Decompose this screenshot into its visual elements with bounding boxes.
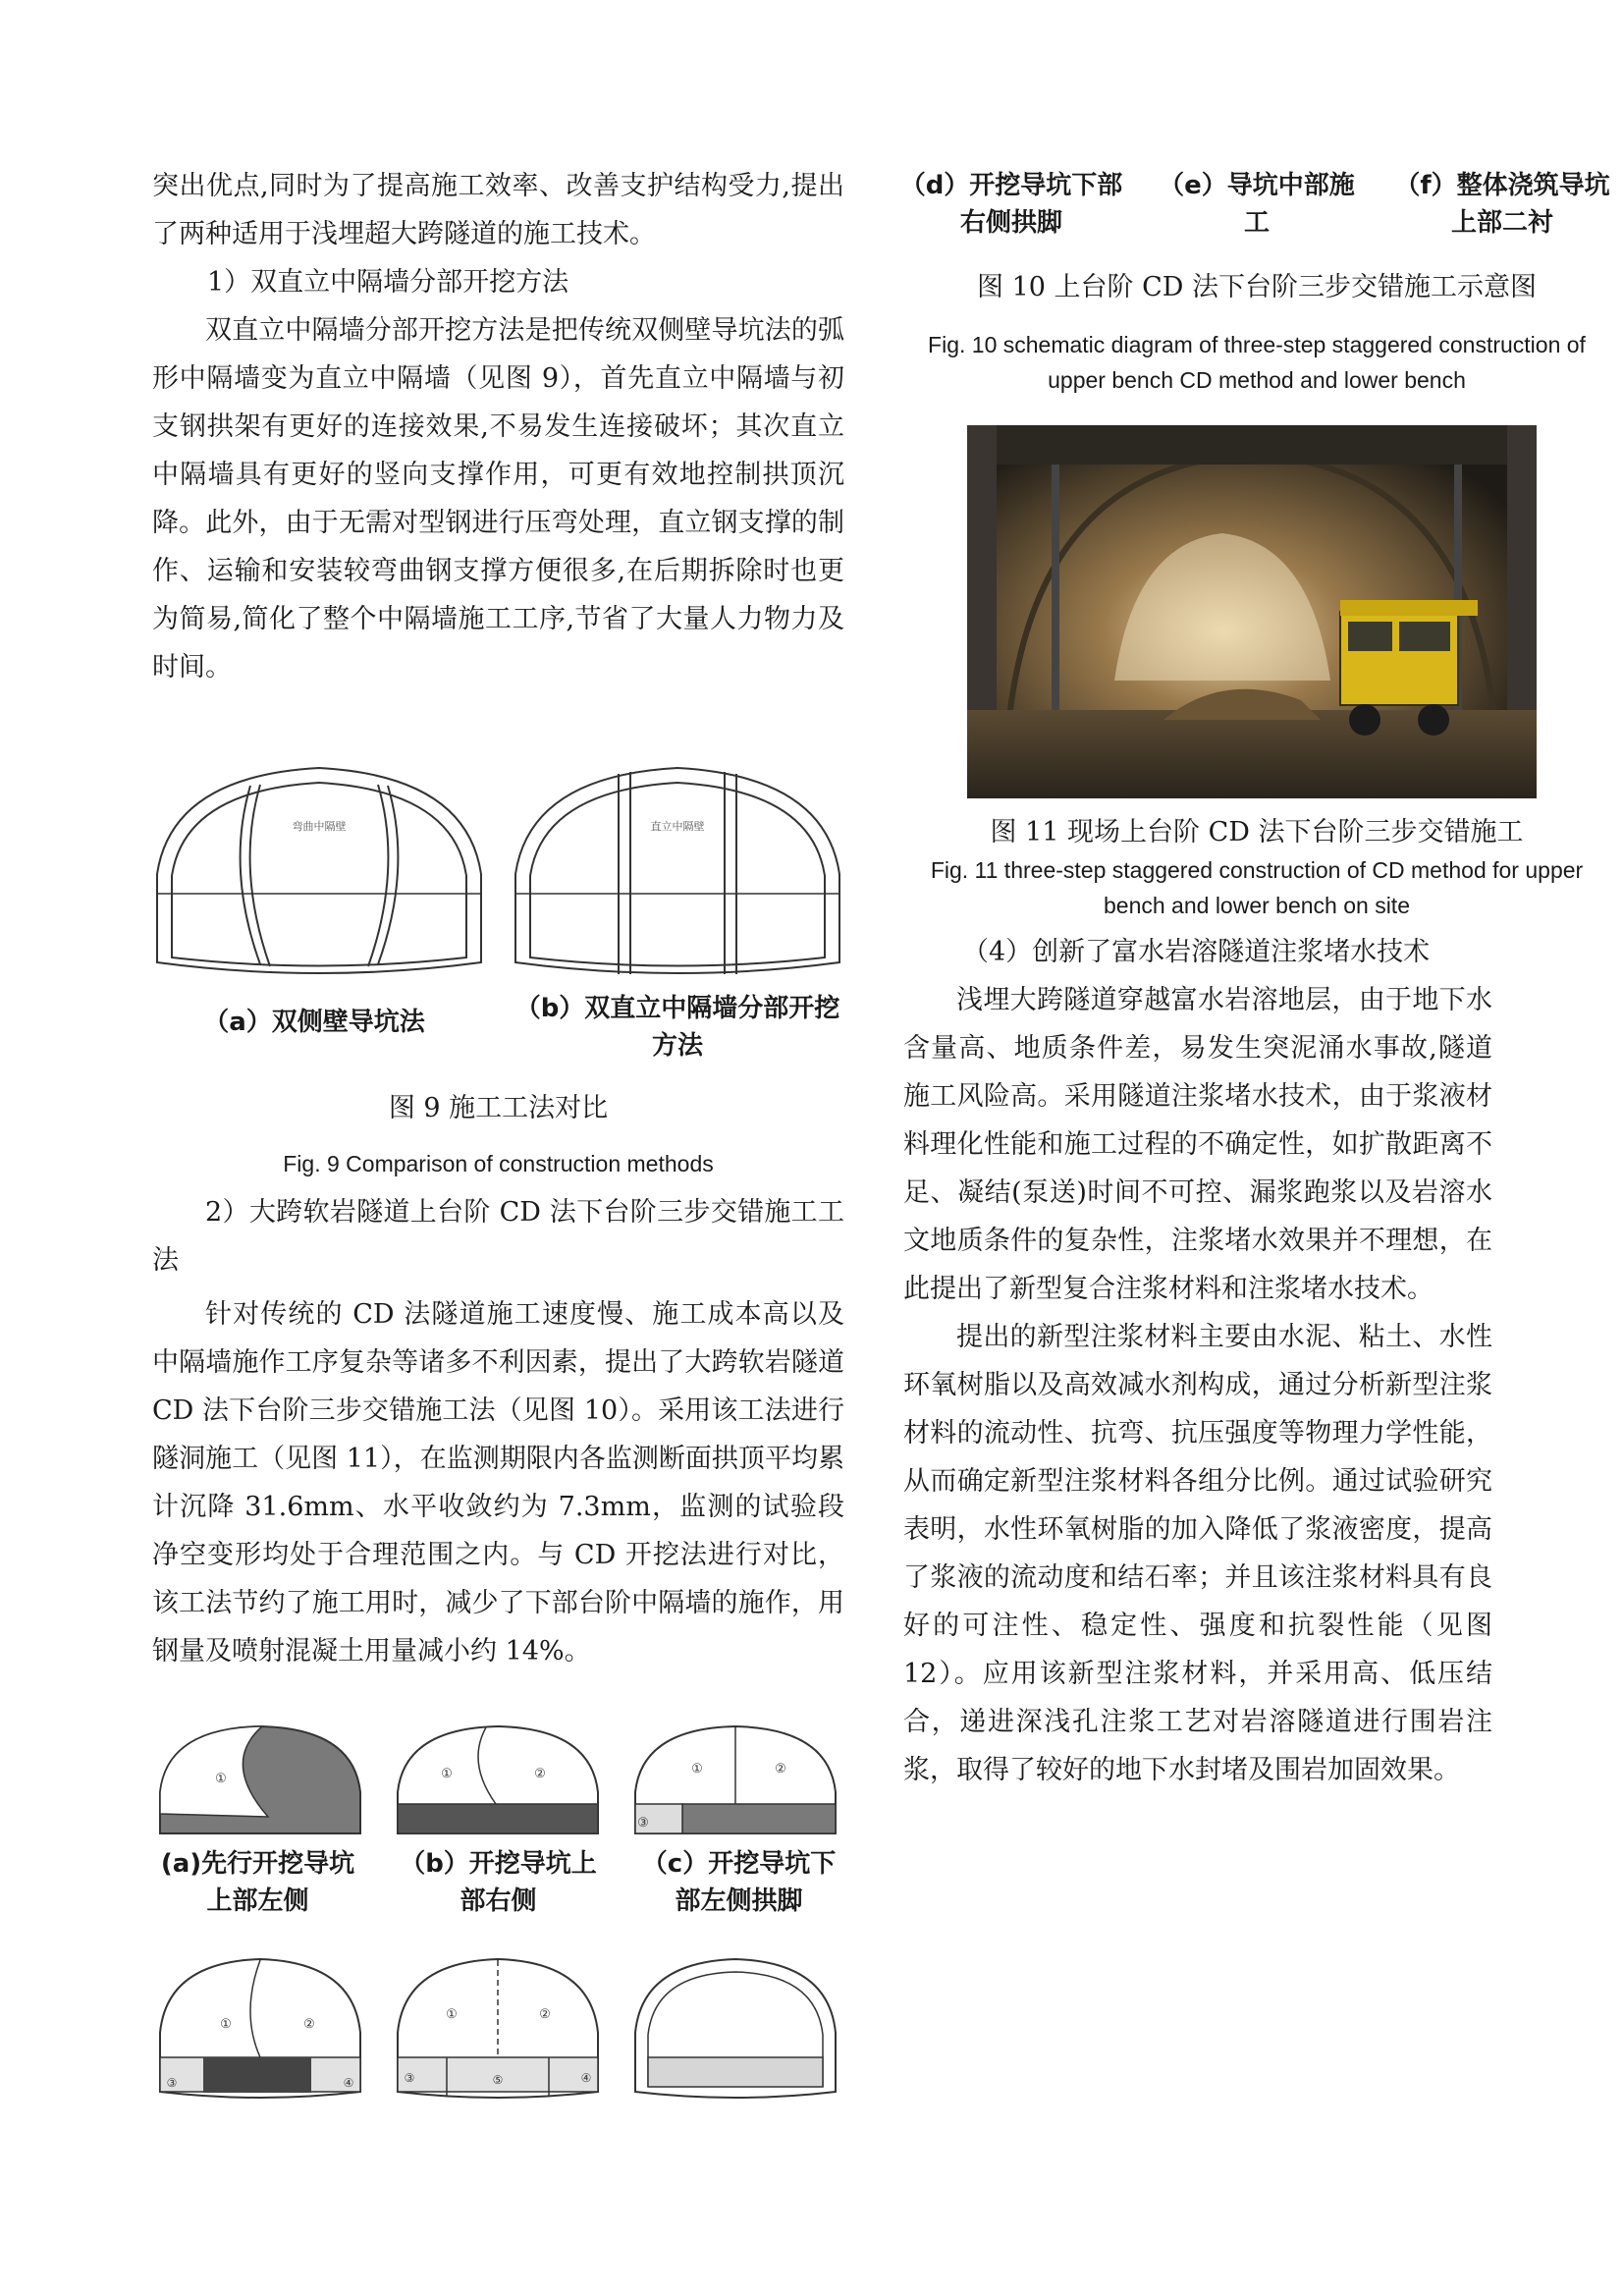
figure-10-caption-block — [898, 167, 1615, 398]
fig10-sub-a: (a)先行开挖导坑上部左侧 — [160, 1849, 355, 1916]
figure-11-photo — [967, 425, 1537, 798]
fig10d-diagram — [160, 1959, 360, 2098]
fig9-sub-a: （a）双侧壁导坑法 — [203, 1008, 425, 1037]
fig10e-mark-1: ① — [446, 2007, 458, 2022]
fig9b-inner-label: 直立中隔壁 — [650, 820, 705, 833]
fig9-caption-cn: 图 9 施工工法对比 — [388, 1093, 609, 1123]
fig10-caption-cn: 图 10 上台阶 CD 法下台阶三步交错施工示意图 — [977, 272, 1537, 302]
figure-10-abc — [152, 1723, 844, 1841]
paragraph-grout-material: 提出的新型注浆材料主要由水泥、粘土、水性环氧树脂以及高效减水剂构成，通过分析新型注浆材料的流动性、抗弯、抗压强度等物理力学性能，从而确定新型注浆材料各组分比例。通过试验研究表明，水性环氧树脂的加入降低了浆液密度，提高了浆液的流动度和结石率；并且该注浆材料具有良好的可注性、稳定性、强度和抗裂性能（见图 12）。应用该新型注浆材料，并采用高、低压结合，递进深浅孔注浆工艺对岩溶隧道进行围岩注浆，取得了较好的地下水封堵及围岩加固效果。 — [903, 1322, 1492, 1785]
fig10e-mark-4: ④ — [580, 2071, 592, 2085]
paragraph-cd-method: 针对传统的 CD 法隧道施工速度慢、施工成本高以及中隔墙施作工序复杂等诸多不利因素，提出了大跨软岩隧道 CD 法下台阶三步交错施工法（见图 10）。采用该工法进行隧洞施工（见图 11），在监测期限内各监测断面拱顶平均累计沉降 31.6mm、水平收敛约为 7.3mm，监测的试验段净空变形均处于合理范围之内。与 CD 开挖法进行对比，该工法节约了施工用时，减少了下部台阶中隔墙的施作，用钢量及喷射混凝土用量减小约 14%。 — [152, 1299, 844, 1667]
figure-10-def — [152, 1954, 844, 2102]
fig11-caption-cn: 图 11 现场上台阶 CD 法下台阶三步交错施工 — [990, 817, 1524, 847]
fig10c-mark-1: ① — [691, 1762, 703, 1777]
fig10-sub-e: （e）导坑中部施工 — [1159, 171, 1355, 238]
fig10c-mark-3: ③ — [637, 1816, 649, 1831]
right-column-text — [903, 928, 1492, 1794]
fig9-caption-en: Fig. 9 Comparison of construction methods — [283, 1151, 714, 1176]
fig10-caption-en: Fig. 10 schematic diagram of three-step staggered construction of upper bench CD method and lower bench — [928, 332, 1586, 393]
fig10e-mark-2: ② — [539, 2007, 551, 2022]
tunnel-photo-illustration — [967, 425, 1537, 798]
fig10c-mark-2: ② — [775, 1762, 786, 1777]
figure-10-bottom-row — [152, 1954, 844, 2102]
fig9b-diagram — [515, 768, 839, 974]
fig10f-diagram — [635, 1959, 836, 2098]
fig10-sub-b: （b）开挖导坑上部右侧 — [400, 1849, 597, 1916]
fig9-sub-b: （b）双直立中隔墙分部开挖方法 — [514, 994, 840, 1061]
fig10b-mark-2: ② — [534, 1767, 546, 1781]
figure-11-captions — [898, 810, 1615, 923]
fig10e-diagram — [398, 1959, 598, 2098]
fig10a-mark: ① — [215, 1772, 227, 1786]
fig10e-mark-5: ⑤ — [492, 2073, 504, 2087]
fig10-sub-d: （d）开挖导坑下部右侧拱脚 — [899, 171, 1123, 238]
fig10d-mark-4: ④ — [343, 2076, 354, 2090]
section-heading-2: 2）大跨软岩隧道上台阶 CD 法下台阶三步交错施工工法 — [152, 1197, 844, 1276]
fig10d-mark-3: ③ — [166, 2076, 178, 2090]
fig10d-mark-1: ① — [220, 2017, 232, 2032]
fig10e-mark-3: ③ — [404, 2071, 415, 2085]
fig9a-diagram — [157, 768, 481, 973]
paragraph-intro: 突出优点,同时为了提高施工效率、改善支护结构受力,提出了两种适用于浅埋超大跨隧道的施工技术。 — [152, 171, 844, 249]
paragraph-water-sealing: 浅埋大跨隧道穿越富水岩溶地层，由于地下水含量高、地质条件差，易发生突泥涌水事故,隧道施工风险高。采用隧道注浆堵水技术，由于浆液材料理化性能和施工过程的不确定性，如扩散距离不足、凝结(泵送)时间不可控、漏浆跑浆以及岩溶水文地质条件的复杂性，注浆堵水效果并不理想，在此提出了新型复合注浆材料和注浆堵水技术。 — [903, 985, 1492, 1304]
fig11-caption-en: Fig. 11 three-step staggered construction of CD method for upper bench and lower bench on site — [930, 857, 1584, 918]
fig10b-diagram — [398, 1726, 598, 1833]
section-heading-4: （4）创新了富水岩溶隧道注浆堵水技术 — [962, 937, 1431, 967]
left-column-lower — [152, 1188, 844, 1675]
fig10-sub-f: （f）整体浇筑导坑上部二衬 — [1394, 171, 1610, 238]
paragraph-double-wall: 双直立中隔墙分部开挖方法是把传统双侧壁导坑法的弧形中隔墙变为直立中隔墙（见图 9），首先直立中隔墙与初支钢拱架有更好的连接效果,不易发生连接破坏；其次直立中隔墙具有更好的竖向支撑作用，可更有效地控制拱顶沉降。此外，由于无需对型钢进行压弯处理，直立钢支撑的制作、运输和安装较弯曲钢支撑方便很多,在后期拆除时也更为简易,简化了整个中隔墙施工工序,节省了大量人力物力及时间。 — [152, 315, 844, 683]
fig10b-mark-1: ① — [441, 1767, 453, 1781]
figure-9-diagrams — [152, 756, 844, 982]
figure-9 — [152, 756, 844, 1181]
fig10-sub-c: （c）开挖导坑下部左侧拱脚 — [641, 1849, 837, 1916]
fig9a-inner-label: 弯曲中隔壁 — [292, 820, 347, 833]
figure-10-top-row — [152, 1723, 844, 1920]
fig10c-diagram — [635, 1726, 836, 1833]
fig10d-mark-2: ② — [303, 2017, 315, 2032]
section-heading-1: 1）双直立中隔墙分部开挖方法 — [207, 267, 569, 298]
fig10a-diagram — [160, 1726, 360, 1833]
left-column — [152, 162, 844, 691]
